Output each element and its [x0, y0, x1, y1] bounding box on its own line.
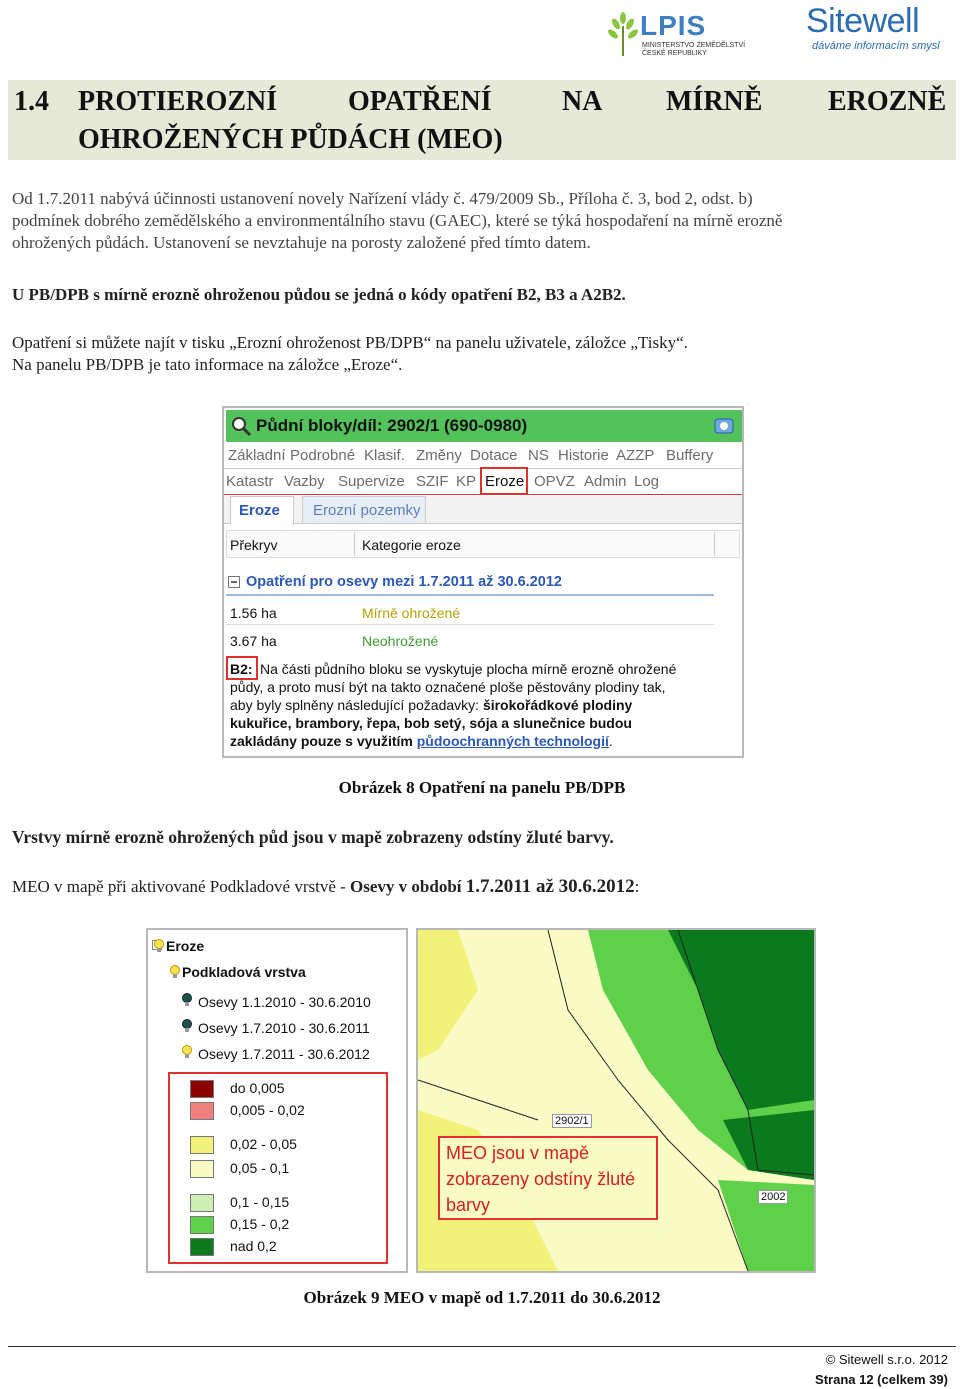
where-to-find-paragraph	[12, 332, 688, 376]
tab-ns[interactable]: NS	[528, 447, 549, 464]
class-label-7: nad 0,2	[230, 1238, 277, 1254]
row-2-overlap: 3.67 ha	[230, 633, 277, 649]
heading-line-2: OHROŽENÝCH PŮDÁCH (MEO)	[78, 124, 503, 155]
subtab-eroze[interactable]: Eroze	[230, 496, 294, 525]
heading-word-3: NA	[562, 86, 603, 117]
where-line-2: Na panelu PB/DPB je tato informace na záložce „Eroze“.	[12, 355, 403, 374]
tab-supervize[interactable]: Supervize	[338, 473, 405, 490]
heading-word-2: OPATŘENÍ	[348, 86, 492, 117]
footer-divider	[8, 1346, 956, 1347]
panel-title: Půdní bloky/díl: 2902/1 (690-0980)	[256, 416, 528, 435]
lightbulb-on-icon	[170, 964, 180, 980]
lpis-logo	[606, 8, 746, 60]
tab-opvz[interactable]: OPVZ	[534, 473, 575, 490]
section-heading	[8, 80, 956, 160]
meo-map-bold: Osevy v období	[350, 877, 466, 896]
tab-katastr[interactable]: Katastr	[226, 473, 274, 490]
tab-dotace[interactable]: Dotace	[470, 447, 518, 464]
meo-map-period: 1.7.2011 až 30.6.2012	[465, 876, 635, 897]
intro-paragraph	[12, 188, 956, 254]
lightbulb-off-icon	[182, 1018, 192, 1034]
tab-zmeny[interactable]: Změny	[416, 447, 462, 464]
legend-highlight	[168, 1072, 388, 1264]
row-2-category: Neohrožené	[362, 633, 439, 649]
b2-line-5-bold: zakládány pouze s využitím	[230, 733, 417, 749]
layer-osevy-2010a[interactable]: Osevy 1.1.2010 - 30.6.2010	[198, 994, 371, 1010]
column-header-overlap: Překryv	[230, 537, 278, 553]
map-label-block: 2902/1	[552, 1114, 592, 1128]
lightbulb-on-icon	[154, 938, 164, 954]
tab-klasif[interactable]: Klasif.	[364, 447, 405, 464]
panel-title-bar	[226, 410, 742, 442]
map-callout	[438, 1136, 658, 1220]
sitewell-logo	[800, 2, 958, 58]
measure-codes-paragraph: U PB/DPB s mírně erozně ohroženou půdou se jedná o kódy opatření B2, B3 a A2B2.	[12, 285, 626, 304]
intro-line-1: Od 1.7.2011 nabývá účinnosti ustanovení novely Nařízení vlády č. 479/2009 Sb., Příloha č. 3, bod 2, odst. b)	[12, 189, 753, 208]
figure-8-caption: Obrázek 8 Opatření na panelu PB/DPB	[338, 778, 626, 797]
intro-line-2: podmínek dobrého zemědělského a environmentálního stavu (GAEC), které se týká hospodaření na mírně erozně	[12, 211, 783, 230]
tab-vazby[interactable]: Vazby	[284, 473, 325, 490]
class-label-4: 0,05 - 0,1	[230, 1160, 290, 1176]
where-line-1: Opatření si můžete najít v tisku „Erozní ohroženost PB/DPB“ na panelu uživatele, záložce „Tisky“.	[12, 333, 688, 352]
b2-line-3-text: aby byly splněny následující požadavky:	[230, 697, 483, 713]
lpis-subtitle: MINISTERSTVO ZEMĚDĚLSTVÍ ČESKÉ REPUBLIKY	[642, 42, 746, 57]
yellow-layers-paragraph: Vrstvy mírně erozně ohrožených půd jsou v mapě zobrazeny odstíny žluté barvy.	[12, 827, 614, 847]
wheat-icon	[606, 8, 640, 60]
meo-map-paragraph	[12, 876, 639, 898]
subtab-erozni-pozemky[interactable]: Erozní pozemky	[302, 496, 426, 524]
layer-osevy-2010b[interactable]: Osevy 1.7.2010 - 30.6.2011	[198, 1020, 370, 1036]
settings-icon[interactable]	[714, 416, 736, 436]
tab-log[interactable]: Log	[634, 473, 660, 490]
lpis-logo-text: LPIS	[640, 10, 707, 41]
row-1-overlap: 1.56 ha	[230, 605, 277, 621]
b2-line-3-bold: širokořádkové plodiny	[482, 697, 633, 713]
pb-dpb-panel-screenshot	[222, 406, 744, 758]
heading-word-4: MÍRNĚ	[666, 86, 763, 117]
tab-zakladni[interactable]: Základní	[228, 447, 286, 464]
tab-historie[interactable]: Historie	[558, 447, 609, 464]
tab-podrobne[interactable]: Podrobné	[290, 447, 356, 464]
tab-szif[interactable]: SZIF	[416, 473, 449, 490]
sitewell-slogan: dáváme informacím smysl	[812, 40, 940, 52]
class-label-3: 0,02 - 0,05	[230, 1136, 297, 1152]
class-label-6: 0,15 - 0,2	[230, 1216, 290, 1232]
callout-line-3: barvy	[446, 1195, 491, 1215]
map-label-2: 2002	[758, 1190, 788, 1204]
row-1-category: Mírně ohrožené	[362, 605, 461, 621]
tab-kp[interactable]: KP	[456, 473, 477, 490]
erosion-map[interactable]	[416, 928, 816, 1273]
layer-osevy-2011[interactable]: Osevy 1.7.2011 - 30.6.2012	[198, 1046, 370, 1062]
legend-root[interactable]: Eroze	[166, 938, 205, 954]
tab-eroze[interactable]: Eroze	[485, 473, 525, 490]
b2-line-5-end: .	[608, 733, 613, 749]
eroze-tab-highlight	[480, 467, 528, 495]
intro-line-3: ohrožených půdách. Ustanovení se nevztahuje na porosty založené před tímto datem.	[12, 233, 591, 252]
magnifier-icon	[230, 415, 252, 437]
sitewell-logo-text: Sitewell	[806, 2, 920, 40]
b2-code: B2:	[230, 661, 253, 677]
b2-line-5	[230, 732, 613, 750]
tab-azzp[interactable]: AZZP	[616, 447, 655, 464]
lightbulb-on-icon	[182, 1044, 192, 1060]
column-header-category: Kategorie eroze	[362, 537, 461, 553]
tab-admin[interactable]: Admin	[584, 473, 627, 490]
legend-group[interactable]: Podkladová vrstva	[182, 964, 306, 980]
section-number: 1.4	[14, 86, 49, 117]
class-label-2: 0,005 - 0,02	[230, 1102, 305, 1118]
figure-9-caption: Obrázek 9 MEO v mapě od 1.7.2011 do 30.6.2012	[303, 1288, 661, 1307]
meo-map-colon: :	[634, 877, 640, 896]
b2-line-3	[230, 696, 632, 714]
lightbulb-off-icon	[182, 992, 192, 1008]
footer-page-number: Strana 12 (celkem 39)	[815, 1372, 948, 1387]
meo-map-text: MEO v mapě při aktivované Podkladové vrstvě -	[12, 877, 351, 896]
class-label-5: 0,1 - 0,15	[230, 1194, 290, 1210]
group-title: Opatření pro osevy mezi 1.7.2011 až 30.6.2012	[246, 574, 562, 590]
heading-word-5: EROZNĚ	[828, 86, 947, 117]
heading-word-1: PROTIEROZNÍ	[78, 86, 278, 117]
tab-buffery[interactable]: Buffery	[666, 447, 714, 464]
callout-line-1: MEO jsou v mapě	[446, 1143, 590, 1163]
b2-line-4: kukuřice, brambory, řepa, bob setý, sója a slunečnice budou	[230, 715, 632, 731]
b2-line-2: půdy, a proto musí být na takto označené ploše pěstovány plodiny tak,	[230, 679, 666, 695]
soil-protection-link[interactable]: půdoochranných technologií	[416, 733, 609, 749]
map-legend-screenshot	[146, 928, 408, 1273]
footer-copyright: © Sitewell s.r.o. 2012	[825, 1352, 948, 1367]
b2-line-1: Na části půdního bloku se vyskytuje plocha mírně erozně ohrožené	[260, 661, 677, 677]
collapse-icon[interactable]	[228, 576, 240, 588]
class-label-1: do 0,005	[230, 1080, 285, 1096]
callout-line-2: zobrazeny odstíny žluté	[446, 1169, 636, 1189]
